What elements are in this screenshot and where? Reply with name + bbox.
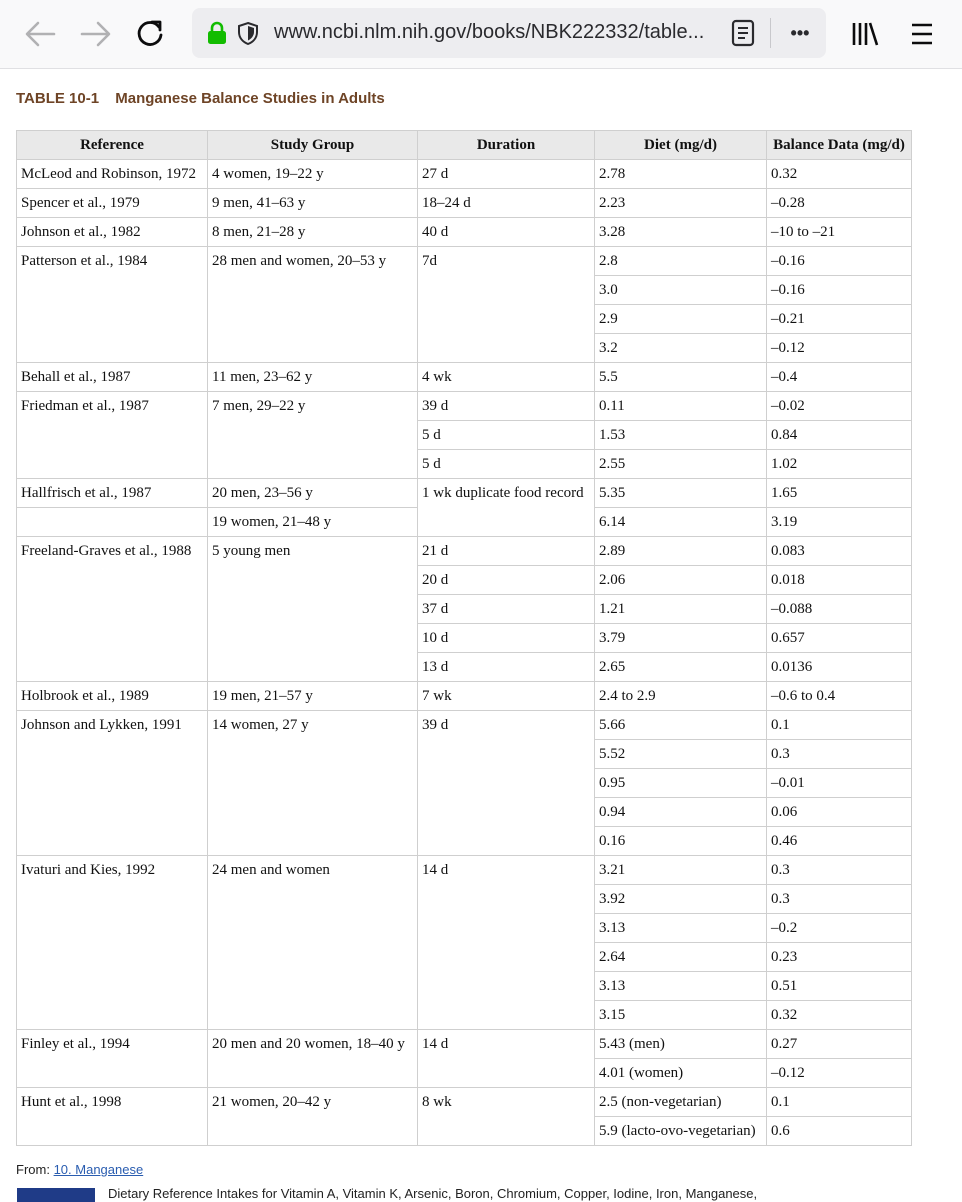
table-row (17, 537, 912, 566)
reader-view-icon[interactable] (730, 19, 756, 47)
cell-balance: –0.12 (767, 334, 912, 363)
cell-diet: 2.4 to 2.9 (595, 682, 767, 711)
header-study-group: Study Group (208, 131, 418, 160)
page-content (0, 69, 962, 1200)
cell-study-group: 11 men, 23–62 y (208, 363, 418, 392)
cell-balance: 0.51 (767, 972, 912, 1001)
cell-diet: 6.14 (595, 508, 767, 537)
cell-balance: –0.12 (767, 1059, 912, 1088)
cell-reference: Spencer et al., 1979 (17, 189, 208, 218)
cell-diet: 2.64 (595, 943, 767, 972)
cell-balance: 0.27 (767, 1030, 912, 1059)
table-row (17, 1030, 912, 1059)
cell-duration: 39 d (418, 392, 595, 421)
cell-diet: 1.21 (595, 595, 767, 624)
cell-study-group: 21 women, 20–42 y (208, 1088, 418, 1146)
source-line (16, 1162, 143, 1177)
table-row (17, 479, 912, 508)
cell-balance: 0.3 (767, 885, 912, 914)
cell-diet: 5.43 (men) (595, 1030, 767, 1059)
cell-balance: –0.16 (767, 247, 912, 276)
cell-diet: 3.0 (595, 276, 767, 305)
cell-balance: 0.083 (767, 537, 912, 566)
cell-balance: 0.23 (767, 943, 912, 972)
table-row (17, 682, 912, 711)
cell-study-group: 5 young men (208, 537, 418, 682)
table-row (17, 363, 912, 392)
cell-balance: 0.1 (767, 711, 912, 740)
library-icon[interactable] (848, 18, 882, 50)
url-bar[interactable] (192, 8, 826, 58)
cell-diet: 3.2 (595, 334, 767, 363)
cell-balance: –0.6 to 0.4 (767, 682, 912, 711)
cell-diet: 1.53 (595, 421, 767, 450)
cell-diet: 2.8 (595, 247, 767, 276)
cell-balance: 1.65 (767, 479, 912, 508)
cell-diet: 5.52 (595, 740, 767, 769)
cell-duration: 14 d (418, 856, 595, 1030)
cell-balance: –0.4 (767, 363, 912, 392)
table-row (17, 189, 912, 218)
cell-diet: 2.89 (595, 537, 767, 566)
cell-diet: 3.28 (595, 218, 767, 247)
cell-duration: 21 d (418, 537, 595, 566)
book-title[interactable]: Dietary Reference Intakes for Vitamin A, Vitamin K, Arsenic, Boron, Chromium, Copper, Iodine, Iron, Manganese, (108, 1186, 758, 1201)
cell-reference: Hunt et al., 1998 (17, 1088, 208, 1146)
cell-diet: 3.92 (595, 885, 767, 914)
cell-diet: 5.9 (lacto-ovo-vegetarian) (595, 1117, 767, 1146)
cell-diet: 0.95 (595, 769, 767, 798)
cell-study-group: 20 men, 23–56 y (208, 479, 418, 508)
cell-reference: Holbrook et al., 1989 (17, 682, 208, 711)
table-row (17, 856, 912, 885)
table-name: Manganese Balance Studies in Adults (115, 90, 385, 107)
cell-duration: 18–24 d (418, 189, 595, 218)
cell-reference: Behall et al., 1987 (17, 363, 208, 392)
cell-balance: 1.02 (767, 450, 912, 479)
lock-icon[interactable] (206, 20, 228, 46)
cell-balance: 0.1 (767, 1088, 912, 1117)
reload-icon[interactable] (130, 14, 170, 54)
cell-balance: –0.088 (767, 595, 912, 624)
cell-study-group: 28 men and women, 20–53 y (208, 247, 418, 363)
cell-balance: –10 to –21 (767, 218, 912, 247)
cell-diet: 0.16 (595, 827, 767, 856)
cell-diet: 4.01 (women) (595, 1059, 767, 1088)
cell-reference: Johnson and Lykken, 1991 (17, 711, 208, 856)
shield-icon[interactable] (236, 20, 260, 46)
cell-duration: 7d (418, 247, 595, 363)
cell-balance: 0.6 (767, 1117, 912, 1146)
table-caption (16, 90, 385, 107)
cell-study-group: 19 men, 21–57 y (208, 682, 418, 711)
cell-study-group: 19 women, 21–48 y (208, 508, 418, 537)
cell-reference: Hallfrisch et al., 1987 (17, 479, 208, 508)
cell-diet: 2.23 (595, 189, 767, 218)
cell-reference: McLeod and Robinson, 1972 (17, 160, 208, 189)
cell-study-group: 9 men, 41–63 y (208, 189, 418, 218)
cell-balance: –0.02 (767, 392, 912, 421)
cell-duration: 1 wk duplicate food record (418, 479, 595, 537)
cell-balance: 0.84 (767, 421, 912, 450)
cell-balance: 0.018 (767, 566, 912, 595)
from-label: From: (16, 1162, 50, 1177)
forward-arrow-icon[interactable] (76, 14, 116, 54)
cell-diet: 3.13 (595, 914, 767, 943)
cell-balance: 0.3 (767, 740, 912, 769)
cell-diet: 0.94 (595, 798, 767, 827)
header-balance: Balance Data (mg/d) (767, 131, 912, 160)
menu-icon[interactable] (906, 18, 938, 50)
cell-reference: Friedman et al., 1987 (17, 392, 208, 479)
cell-diet: 2.78 (595, 160, 767, 189)
table-header-row (17, 131, 912, 160)
cell-balance: 0.0136 (767, 653, 912, 682)
cell-study-group: 4 women, 19–22 y (208, 160, 418, 189)
cell-balance: –0.21 (767, 305, 912, 334)
manganese-balance-table (16, 130, 912, 1146)
cell-duration: 27 d (418, 160, 595, 189)
cell-duration: 7 wk (418, 682, 595, 711)
cell-diet: 2.9 (595, 305, 767, 334)
cell-diet: 2.55 (595, 450, 767, 479)
cell-balance: –0.01 (767, 769, 912, 798)
cell-duration: 5 d (418, 421, 595, 450)
cell-reference (17, 508, 208, 537)
back-arrow-icon[interactable] (20, 14, 60, 54)
cell-reference: Ivaturi and Kies, 1992 (17, 856, 208, 1030)
header-duration: Duration (418, 131, 595, 160)
cell-balance: –0.28 (767, 189, 912, 218)
cell-balance: 0.32 (767, 160, 912, 189)
cell-balance: 3.19 (767, 508, 912, 537)
browser-toolbar (0, 0, 962, 69)
cell-diet: 5.35 (595, 479, 767, 508)
cell-reference: Finley et al., 1994 (17, 1030, 208, 1088)
cell-duration: 40 d (418, 218, 595, 247)
cell-study-group: 20 men and 20 women, 18–40 y (208, 1030, 418, 1088)
cell-duration: 39 d (418, 711, 595, 856)
urlbar-divider (770, 18, 771, 48)
table-row (17, 218, 912, 247)
cell-reference: Johnson et al., 1982 (17, 218, 208, 247)
cell-diet: 5.66 (595, 711, 767, 740)
cell-balance: 0.657 (767, 624, 912, 653)
source-chapter-link[interactable]: 10. Manganese (53, 1162, 144, 1177)
cell-diet: 3.13 (595, 972, 767, 1001)
cell-duration: 10 d (418, 624, 595, 653)
url-text[interactable]: www.ncbi.nlm.nih.gov/books/NBK222332/table... (274, 21, 705, 43)
cell-duration: 8 wk (418, 1088, 595, 1146)
cell-duration: 20 d (418, 566, 595, 595)
cell-diet: 2.06 (595, 566, 767, 595)
cell-diet: 3.15 (595, 1001, 767, 1030)
cell-balance: –0.16 (767, 276, 912, 305)
table-row (17, 1088, 912, 1117)
more-options-icon[interactable]: ••• (790, 22, 810, 43)
cell-study-group: 8 men, 21–28 y (208, 218, 418, 247)
cell-balance: 0.46 (767, 827, 912, 856)
cell-duration: 14 d (418, 1030, 595, 1088)
table-row (17, 160, 912, 189)
cell-balance: 0.3 (767, 856, 912, 885)
cell-balance: –0.2 (767, 914, 912, 943)
cell-reference: Patterson et al., 1984 (17, 247, 208, 363)
cell-study-group: 14 women, 27 y (208, 711, 418, 856)
table-row (17, 711, 912, 740)
cell-duration: 37 d (418, 595, 595, 624)
cell-duration: 5 d (418, 450, 595, 479)
cell-diet: 2.5 (non-vegetarian) (595, 1088, 767, 1117)
table-number: TABLE 10-1 (16, 90, 100, 107)
table-row (17, 247, 912, 276)
cell-diet: 3.21 (595, 856, 767, 885)
cell-study-group: 7 men, 29–22 y (208, 392, 418, 479)
cell-diet: 3.79 (595, 624, 767, 653)
cell-balance: 0.06 (767, 798, 912, 827)
cell-study-group: 24 men and women (208, 856, 418, 1030)
cell-diet: 5.5 (595, 363, 767, 392)
header-reference: Reference (17, 131, 208, 160)
cell-duration: 13 d (418, 653, 595, 682)
header-diet: Diet (mg/d) (595, 131, 767, 160)
cell-duration: 4 wk (418, 363, 595, 392)
cell-diet: 2.65 (595, 653, 767, 682)
cell-reference: Freeland-Graves et al., 1988 (17, 537, 208, 682)
cell-balance: 0.32 (767, 1001, 912, 1030)
cell-diet: 0.11 (595, 392, 767, 421)
table-row (17, 392, 912, 421)
